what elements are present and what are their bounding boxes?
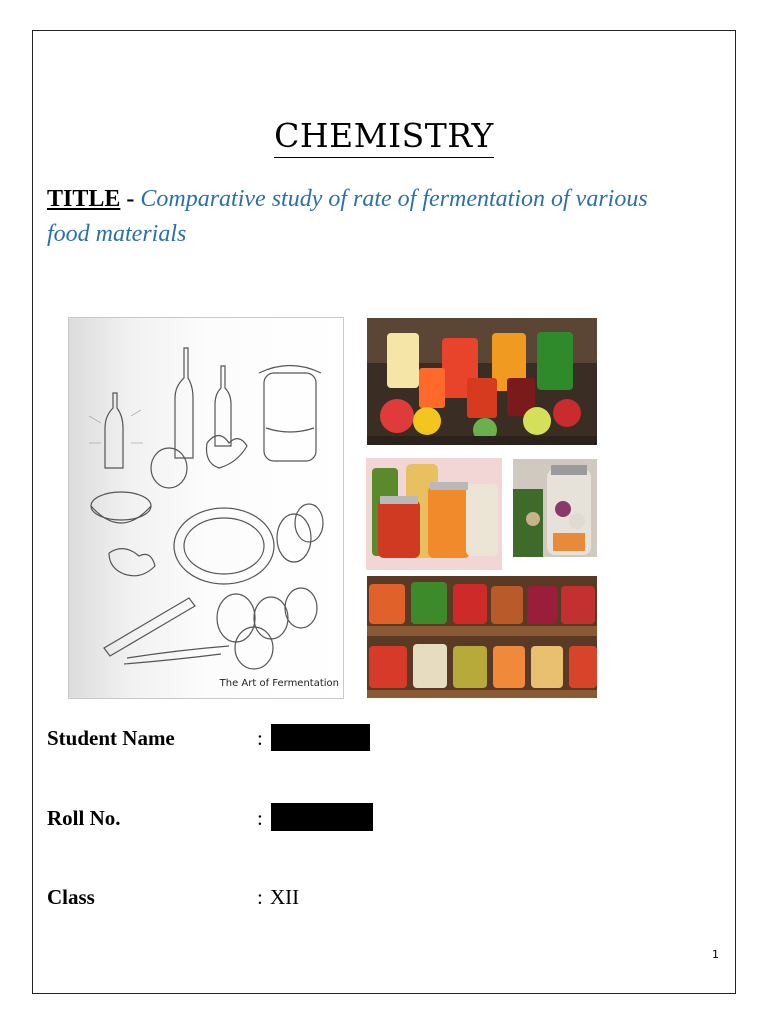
student-name-redaction: [271, 724, 370, 751]
title-separator: -: [126, 186, 135, 212]
page-number: 1: [712, 948, 719, 961]
mixed-jar-image: [513, 459, 597, 557]
juices-image: [367, 318, 597, 445]
title-text: Comparative study of rate of fermentation of various food materials: [47, 186, 648, 247]
roll-no-label: Roll No.: [47, 806, 121, 830]
illustration-caption: The Art of Fermentation: [219, 678, 339, 689]
class-value: XII: [270, 885, 300, 909]
title-label: TITLE: [47, 186, 121, 212]
subject-heading-text: CHEMISTRY: [274, 116, 494, 158]
mixed-jar-photo: [513, 459, 597, 557]
student-name-colon: :: [257, 726, 263, 750]
student-name-label: Student Name: [47, 726, 175, 750]
class-colon: :: [257, 885, 263, 909]
sketch-drawing: [69, 318, 344, 699]
class-label: Class: [47, 885, 95, 909]
shelf-jars-image: [367, 576, 597, 698]
fermentation-illustration: [68, 317, 344, 699]
roll-no-redaction: [271, 803, 373, 831]
subject-heading: [0, 116, 768, 155]
juices-photo: [367, 318, 597, 445]
pickle-jars-image: [366, 458, 502, 570]
project-title: [47, 182, 687, 252]
shelf-jars-photo: [367, 576, 597, 698]
roll-no-colon: :: [257, 806, 263, 830]
pickle-jars-photo: [366, 458, 502, 570]
